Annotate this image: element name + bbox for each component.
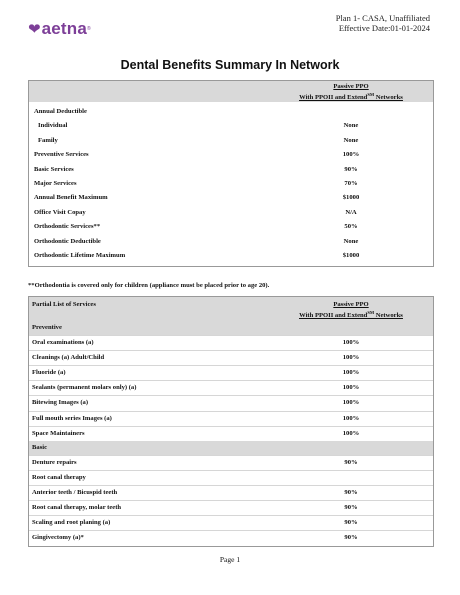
service-row-label: Root canal therapy [32,473,86,481]
effective-date: Effective Date:01-01-2024 [338,23,430,33]
summary-row-label: Basic Services [34,165,74,173]
service-row-value: 90% [344,504,358,512]
logo-wordmark: aetna [41,19,87,38]
summary-row-label: Preventive Services [34,151,89,159]
service-row-value: 90% [344,534,358,542]
summary-row [29,206,433,220]
summary-row-label: Orthodontic Services** [34,223,101,231]
service-row-label: Fluoride (a) [32,368,66,376]
logo-trademark: ® [87,26,91,32]
summary-row-value: $1000 [342,251,360,259]
service-row-value: 90% [344,519,358,527]
summary-row-label: Annual Deductible [34,108,87,115]
section-header [29,441,433,455]
heart-icon: ❤ [28,19,41,38]
service-row [29,411,433,426]
service-row [29,530,433,545]
service-row-label: Space Maintainers [32,429,85,437]
column-header-line1: Passive PPO [333,301,369,308]
summary-row [29,148,433,162]
service-row-label: Anterior teeth / Bicuspid teeth [32,488,118,496]
summary-table [28,80,434,267]
column-header-line2: With PPOII and Extend℠ Networks [299,310,403,320]
service-row-label: Full mouth series Images (a) [32,414,112,422]
service-row-label: Bitewing Images (a) [32,399,89,407]
summary-row-value: None [343,136,359,144]
summary-row-label: Family [38,136,58,144]
orthodontia-footnote: **Orthodontia is covered only for children (appliance must be placed prior to age 20). [28,282,270,289]
summary-row [29,119,433,133]
summary-row [29,249,433,263]
summary-row-value: 90% [344,165,358,173]
service-row [29,470,433,485]
service-row [29,515,433,530]
service-row-label: Sealants (permanent molars only) (a) [32,384,137,392]
plan-name: Plan 1- CASA, Unaffiliated [335,13,430,23]
summary-row-label: Annual Benefit Maximum [34,194,108,202]
summary-row-label: Orthodontic Lifetime Maximum [34,251,126,259]
column-header [269,301,433,320]
service-row-label: Gingivectomy (a)* [32,534,84,542]
service-row-value: 100% [342,338,360,346]
service-row [29,365,433,380]
plan-info [336,13,430,33]
page-number: Page 1 [219,555,241,564]
service-row-value: 100% [342,384,360,392]
service-row [29,380,433,395]
service-row-value: 100% [342,368,360,376]
services-table-header [29,297,433,321]
service-row-label: Cleanings (a) Adult/Child [32,353,105,361]
column-header-line1: Passive PPO [333,83,369,90]
summary-row [29,235,433,249]
column-header-line2: With PPOII and Extend℠ Networks [299,92,403,102]
summary-row [29,191,433,205]
summary-row-label: Individual [38,122,68,130]
service-row-value: 100% [342,414,360,422]
service-row [29,350,433,365]
summary-row [29,220,433,234]
service-row-value: 100% [342,399,360,407]
summary-row-value: None [343,237,359,245]
service-row [29,500,433,515]
summary-row-value: 50% [344,223,358,231]
service-row-value: 90% [344,488,358,496]
section-header [29,321,433,335]
aetna-logo [28,19,91,39]
section-header-label: Basic [32,443,48,451]
summary-row [29,177,433,191]
summary-row-value: $1000 [342,194,360,202]
service-row-label: Oral examinations (a) [32,338,94,346]
summary-table-header [29,81,433,102]
service-row-label: Denture repairs [32,458,77,466]
summary-row-label: Office Visit Copay [34,208,86,216]
summary-row [29,105,433,119]
summary-row-value: N/A [345,208,357,216]
service-row [29,485,433,500]
summary-row-label: Major Services [34,179,77,187]
summary-row-value: None [343,122,359,130]
service-row-value: 100% [342,353,360,361]
summary-row [29,163,433,177]
summary-row-value: 100% [342,151,360,159]
services-table [28,296,434,547]
service-row-label: Root canal therapy, molar teeth [32,504,122,512]
summary-row-label: Orthodontic Deductible [34,237,101,245]
service-row [29,455,433,470]
section-header-label: Preventive [32,324,62,331]
service-row [29,426,433,441]
service-row-value: 90% [344,458,358,466]
service-row [29,335,433,350]
services-header-label: Partial List of Services [32,301,96,308]
service-row [29,395,433,410]
column-header [269,83,433,102]
summary-row-value: 70% [344,179,358,187]
summary-row [29,134,433,148]
service-row-label: Scaling and root planing (a) [32,519,111,527]
page-title: Dental Benefits Summary In Network [120,58,340,72]
service-row-value: 100% [342,429,360,437]
